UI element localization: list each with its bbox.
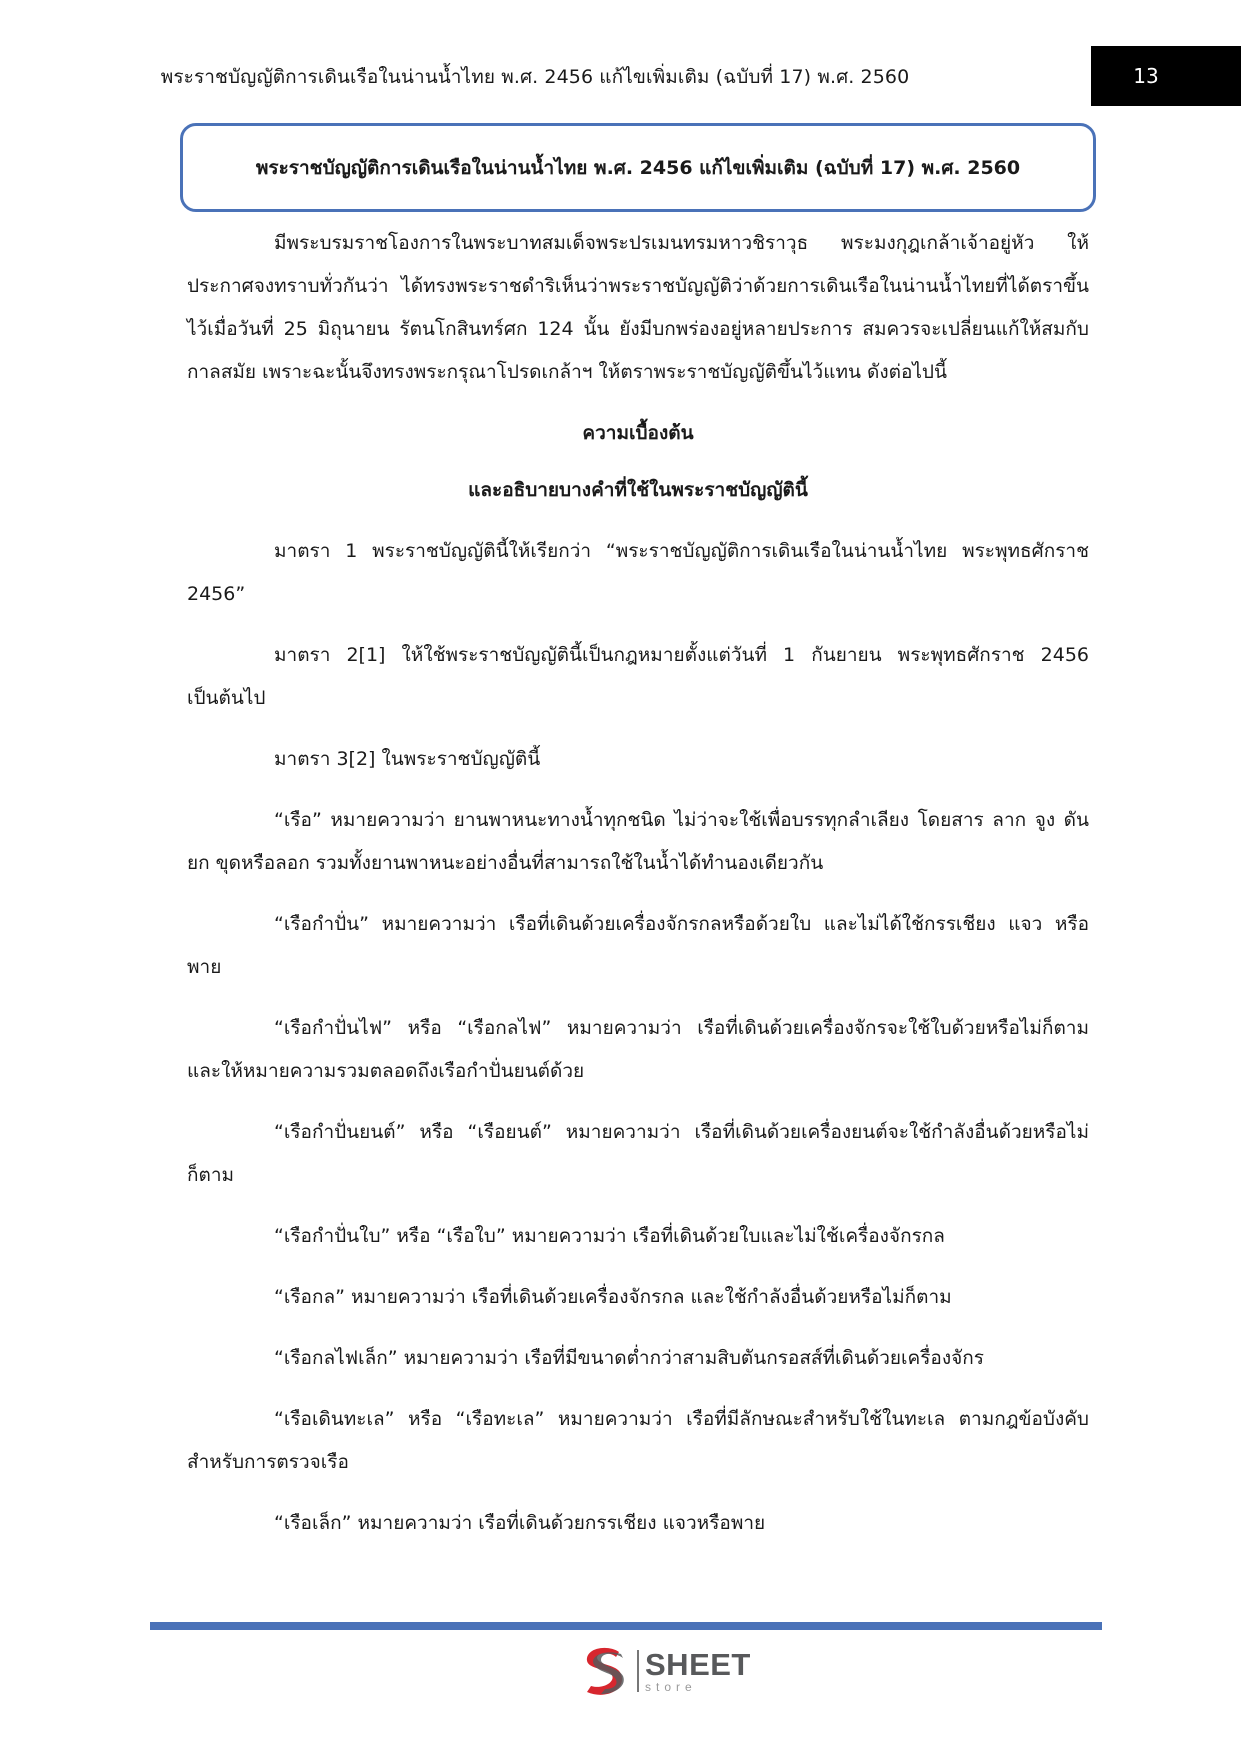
definition-paragraph: “เรือกล” หมายความว่า เรือที่เดินด้วยเครื่องจักรกล และใช้กำลังอื่นด้วยหรือไม่ก็ตาม	[274, 1286, 952, 1308]
footer-rule	[150, 1622, 1102, 1630]
definition-paragraph: “เรือกลไฟเล็ก” หมายความว่า เรือที่มีขนาดต่ำกว่าสามสิบตันกรอสส์ที่เดินด้วยเครื่องจักร	[274, 1347, 984, 1369]
running-header-title: พระราชบัญญัติการเดินเรือในน่านน้ำไทย พ.ศ. 2456 แก้ไขเพิ่มเติม (ฉบับที่ 17) พ.ศ. 2560	[160, 66, 910, 88]
definition-paragraph: “เรือกำปั่น” หมายความว่า เรือที่เดินด้วยเครื่องจักรกลหรือด้วยใบ และไม่ได้ใช้กรรเชียง แจว หรือพาย	[187, 913, 1089, 978]
logo-text-group	[645, 1649, 751, 1693]
definition-paragraph: “เรือกำปั่นใบ” หรือ “เรือใบ” หมายความว่า เรือที่เดินด้วยใบและไม่ใช้เครื่องจักรกล	[274, 1225, 945, 1247]
section-3-paragraph: มาตรา 3[2] ในพระราชบัญญัตินี้	[274, 748, 541, 770]
sheet-store-s-icon	[575, 1644, 633, 1698]
page-number: 13	[1091, 46, 1241, 106]
sheet-store-logo	[575, 1643, 755, 1699]
definition-paragraph: “เรือกำปั่นไฟ” หรือ “เรือกลไฟ” หมายความว่า เรือที่เดินด้วยเครื่องจักรจะใช้ใบด้วยหรือไม่ก็ตาม และให้หมายความรวมตลอดถึงเรือกำปั่นยนต์ด้วย	[187, 1017, 1089, 1082]
definition-paragraph: “เรือเดินทะเล” หรือ “เรือทะเล” หมายความว่า เรือที่มีลักษณะสำหรับใช้ในทะเล ตามกฎข้อบังคับสำหรับการตรวจเรือ	[187, 1408, 1089, 1473]
document-title-box	[180, 123, 1096, 212]
definition-paragraph: “เรือเล็ก” หมายความว่า เรือที่เดินด้วยกรรเชียง แจวหรือพาย	[274, 1512, 766, 1534]
section-heading: ความเบื้องต้น	[582, 422, 694, 444]
section-subheading: และอธิบายบางคำที่ใช้ในพระราชบัญญัตินี้	[468, 479, 808, 501]
definition-paragraph: “เรือ” หมายความว่า ยานพาหนะทางน้ำทุกชนิด ไม่ว่าจะใช้เพื่อบรรทุกลำเลียง โดยสาร ลาก จูง ดัน ยก ขุดหรือลอก รวมทั้งยานพาหนะอย่างอื่นที่สามารถใช้ในน้ำได้ทำนองเดียวกัน	[187, 809, 1089, 874]
section-2-paragraph: มาตรา 2[1] ให้ใช้พระราชบัญญัตินี้เป็นกฎหมายตั้งแต่วันที่ 1 กันยายน พระพุทธศักราช 2456 เป็นต้นไป	[187, 644, 1089, 709]
preamble-paragraph: มีพระบรมราชโองการในพระบาทสมเด็จพระปรเมนทรมหาวชิราวุธ พระมงกุฎเกล้าเจ้าอยู่หัว ให้ประกาศจงทราบทั่วกันว่า ได้ทรงพระราชดำริเห็นว่าพระราชบัญญัติว่าด้วยการเดินเรือในน่านน้ำไทยที่ได้ตราขึ้นไว้เมื่อวันที่ 25 มิถุนายน รัตนโกสินทร์ศก 124 นั้น ยังมีบกพร่องอยู่หลายประการ สมควรจะเปลี่ยนแก้ให้สมกับกาลสมัย เพราะฉะนั้นจึงทรงพระกรุณาโปรดเกล้าฯ ให้ตราพระราชบัญญัติขึ้นไว้แทน ดังต่อไปนี้	[187, 232, 1089, 383]
definition-paragraph: “เรือกำปั่นยนต์” หรือ “เรือยนต์” หมายความว่า เรือที่เดินด้วยเครื่องยนต์จะใช้กำลังอื่นด้วยหรือไม่ก็ตาม	[187, 1121, 1089, 1186]
document-title: พระราชบัญญัติการเดินเรือในน่านน้ำไทย พ.ศ. 2456 แก้ไขเพิ่มเติม (ฉบับที่ 17) พ.ศ. 2560	[255, 156, 1021, 179]
section-1-paragraph: มาตรา 1 พระราชบัญญัตินี้ให้เรียกว่า “พระราชบัญญัติการเดินเรือในน่านน้ำไทย พระพุทธศักราช 2456”	[187, 540, 1089, 605]
document-body	[187, 222, 1089, 1563]
logo-wordmark: SHEET	[645, 1647, 751, 1682]
logo-subtext: store	[645, 1680, 697, 1694]
logo-divider	[637, 1650, 639, 1692]
